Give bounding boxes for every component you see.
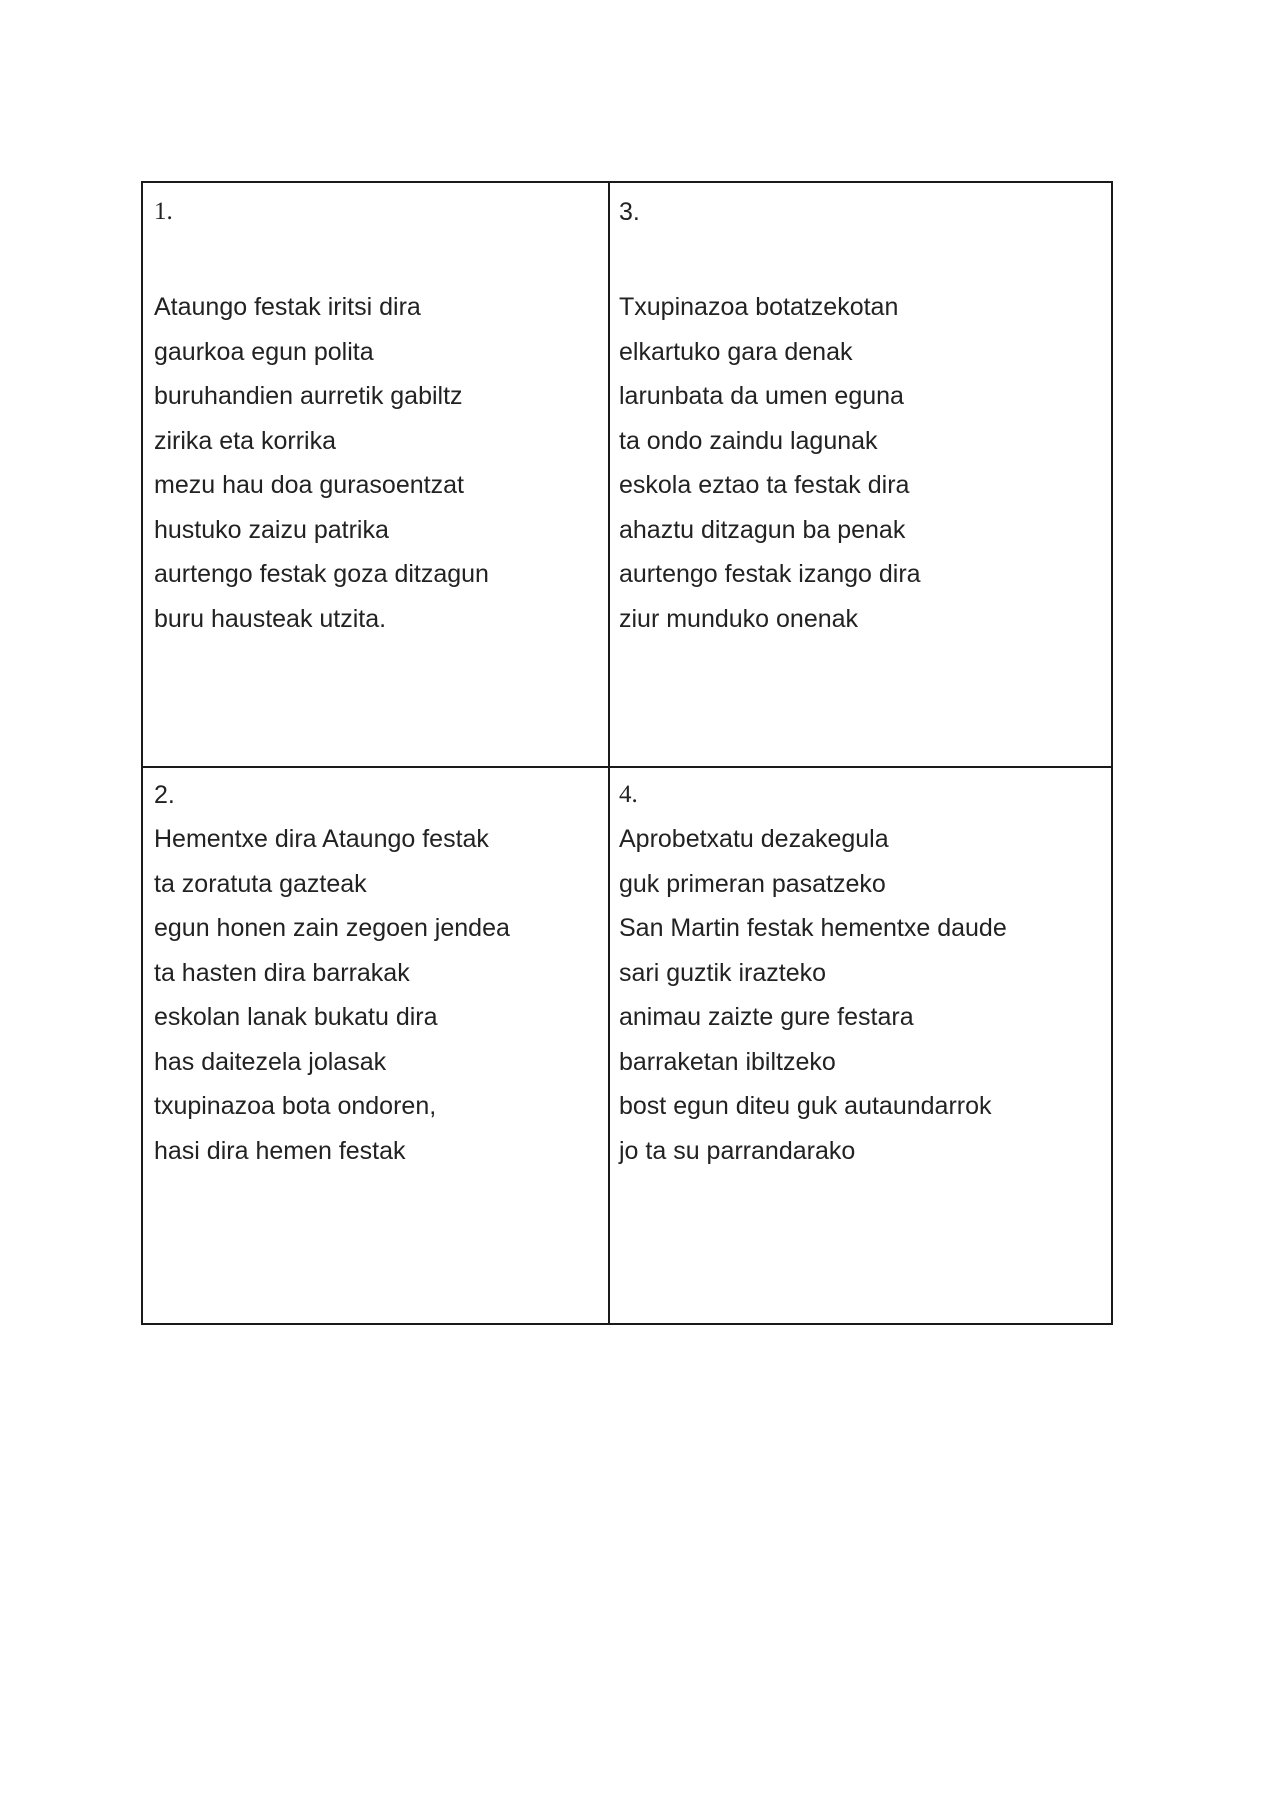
verse-line: San Martin festak hementxe daude	[619, 914, 1007, 942]
verse-line: mezu hau doa gurasoentzat	[154, 471, 464, 499]
verse-line: ta ondo zaindu lagunak	[619, 426, 878, 455]
verse-line: Ataungo festak iritsi dira	[154, 293, 421, 321]
verse-line: jo ta su parrandarako	[619, 1136, 856, 1165]
verse-line: eskolan lanak bukatu dira	[154, 1003, 438, 1031]
table-divider-horizontal	[143, 766, 1111, 768]
verse-cell-2	[154, 780, 510, 1173]
verse-line: buru hausteak utzita.	[154, 604, 387, 633]
verse-line: ahaztu ditzagun ba penak	[619, 515, 906, 544]
verse-cell-1	[154, 197, 489, 641]
verse-cell-4	[619, 780, 1007, 1173]
verse-line: barraketan ibiltzeko	[619, 1047, 836, 1076]
verse-lines	[154, 285, 489, 641]
verse-line: larunbata da umen eguna	[619, 382, 904, 410]
verse-line: has daitezela jolasak	[154, 1047, 387, 1076]
verse-line: ta hasten dira barrakak	[154, 958, 410, 987]
verse-line: hasi dira hemen festak	[154, 1136, 406, 1165]
verse-lines	[154, 817, 510, 1173]
verse-lines	[619, 285, 921, 641]
verse-line: aurtengo festak goza ditzagun	[154, 560, 489, 588]
verse-line: aurtengo festak izango dira	[619, 560, 921, 588]
verse-line: egun honen zain zegoen jendea	[154, 914, 510, 942]
verse-line: txupinazoa bota ondoren,	[154, 1092, 437, 1120]
verse-line: Aprobetxatu dezakegula	[619, 825, 889, 853]
table-divider-vertical	[608, 183, 610, 1323]
verse-line: buruhandien aurretik gabiltz	[154, 382, 463, 410]
verse-line: eskola eztao ta festak dira	[619, 471, 910, 499]
verse-line: gaurkoa egun polita	[154, 337, 374, 366]
verse-line: sari guztik irazteko	[619, 958, 827, 987]
verse-line: Txupinazoa botatzekotan	[619, 293, 899, 321]
verse-lines	[619, 817, 1007, 1173]
verse-line: ziur munduko onenak	[619, 604, 859, 633]
verse-number: 3.	[619, 198, 640, 226]
verse-line: bost egun diteu guk autaundarrok	[619, 1092, 992, 1120]
verse-number: 4.	[619, 781, 638, 808]
verse-line: zirika eta korrika	[154, 426, 336, 455]
verse-line: Hementxe dira Ataungo festak	[154, 825, 489, 853]
verse-line: guk primeran pasatzeko	[619, 869, 886, 898]
verse-line: hustuko zaizu patrika	[154, 515, 389, 544]
verse-cell-3	[619, 197, 921, 641]
verse-line: animau zaizte gure festara	[619, 1003, 914, 1031]
verse-number: 2.	[154, 781, 175, 809]
verse-number: 1.	[154, 198, 173, 225]
verse-table	[141, 181, 1113, 1325]
verse-line: elkartuko gara denak	[619, 337, 853, 366]
verse-line: ta zoratuta gazteak	[154, 869, 367, 898]
